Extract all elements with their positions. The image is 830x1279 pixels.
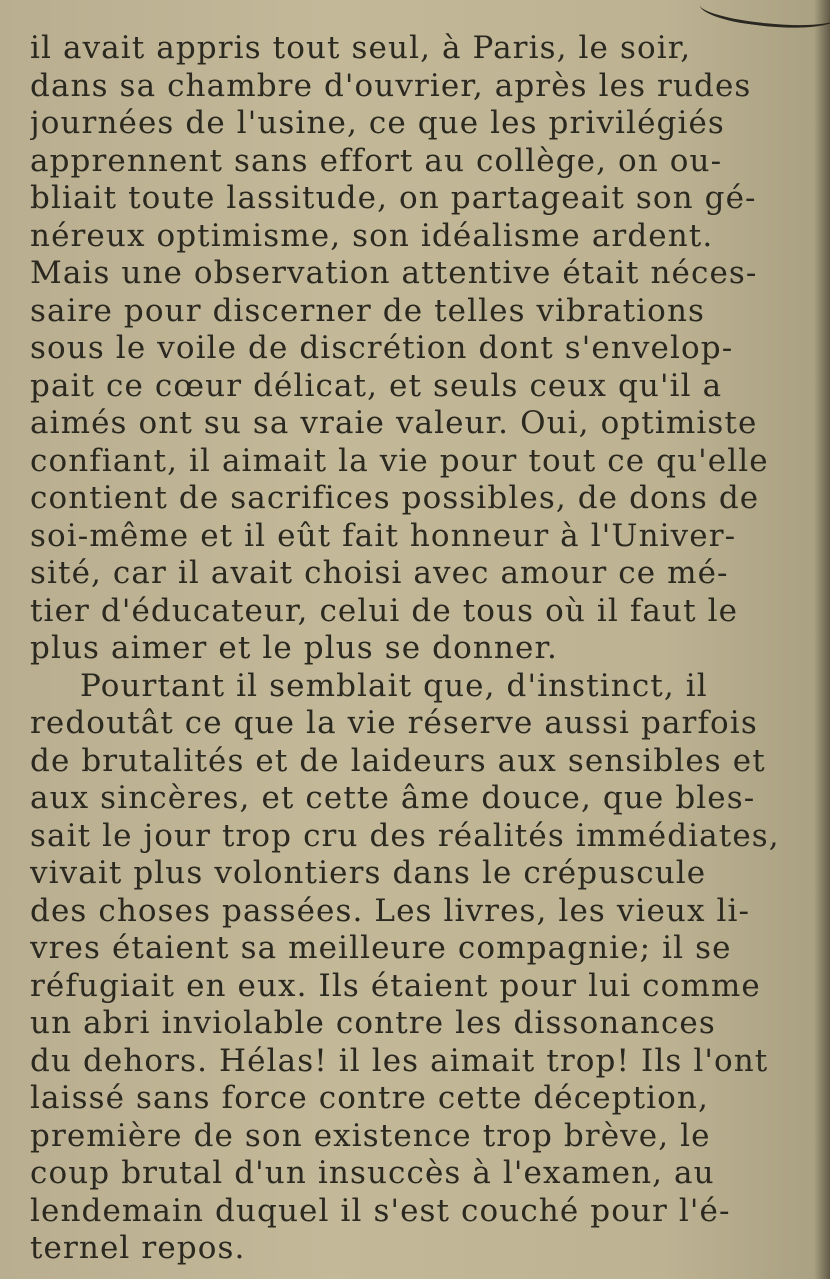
text-line: réfugiait en eux. Ils étaient pour lui comme bbox=[30, 967, 761, 1004]
text-line: contient de sacrifices possibles, de dons de bbox=[30, 480, 760, 516]
paragraph-1 bbox=[30, 30, 820, 668]
text-line: saire pour discerner de telles vibrations bbox=[30, 292, 706, 329]
text-line: ternel repos. bbox=[30, 1230, 246, 1266]
text-line: journées de l'usine, ce que les privilégiés bbox=[30, 105, 725, 141]
text-line: coup brutal d'un insuccès à l'examen, au bbox=[30, 1155, 715, 1191]
text-line: tier d'éducateur, celui de tous où il faut le bbox=[30, 592, 739, 629]
article-text bbox=[30, 30, 820, 1268]
text-line: de brutalités et de laideurs aux sensibles et bbox=[30, 742, 766, 779]
text-line: plus aimer et le plus se donner. bbox=[30, 630, 558, 666]
text-line: Pourtant il semblait que, d'instinct, il bbox=[80, 667, 708, 704]
text-line: sité, car il avait choisi avec amour ce mé- bbox=[30, 555, 729, 591]
text-line: laissé sans force contre cette déception, bbox=[30, 1080, 709, 1116]
text-line: dans sa chambre d'ouvrier, après les rudes bbox=[30, 67, 752, 104]
text-line: sait le jour trop cru des réalités immédiates, bbox=[30, 817, 780, 854]
text-line: aimés ont su sa vraie valeur. Oui, optimiste bbox=[30, 405, 758, 441]
text-line: bliait toute lassitude, on partageait son gé- bbox=[30, 180, 757, 216]
text-line: du dehors. Hélas! il les aimait trop! Ils l'ont bbox=[30, 1042, 769, 1079]
text-line: vres étaient sa meilleure compagnie; il se bbox=[30, 930, 732, 966]
text-line: confiant, il aimait la vie pour tout ce qu'elle bbox=[30, 442, 769, 479]
text-line: des choses passées. Les livres, les vieux li- bbox=[30, 892, 751, 929]
text-line: soi-même et il eût fait honneur à l'Univer- bbox=[30, 517, 737, 554]
text-line: Mais une observation attentive était néces- bbox=[30, 255, 758, 291]
text-line: vivait plus volontiers dans le crépuscule bbox=[30, 855, 707, 891]
text-line: aux sincères, et cette âme douce, que bles- bbox=[30, 780, 756, 816]
text-line: redoutât ce que la vie réserve aussi parfois bbox=[30, 705, 758, 741]
text-line: première de son existence trop brève, le bbox=[30, 1117, 711, 1154]
text-line: néreux optimisme, son idéalisme ardent. bbox=[30, 217, 714, 254]
paragraph-2 bbox=[30, 668, 820, 1268]
text-line: un abri inviolable contre les dissonances bbox=[30, 1005, 716, 1041]
text-line: lendemain duquel il s'est couché pour l'é- bbox=[30, 1192, 731, 1229]
text-line: pait ce cœur délicat, et seuls ceux qu'il a bbox=[30, 367, 723, 404]
text-line: apprennent sans effort au collège, on ou- bbox=[30, 142, 723, 179]
text-line: il avait appris tout seul, à Paris, le soir, bbox=[30, 30, 692, 66]
text-line: sous le voile de discrétion dont s'envelop- bbox=[30, 330, 734, 366]
